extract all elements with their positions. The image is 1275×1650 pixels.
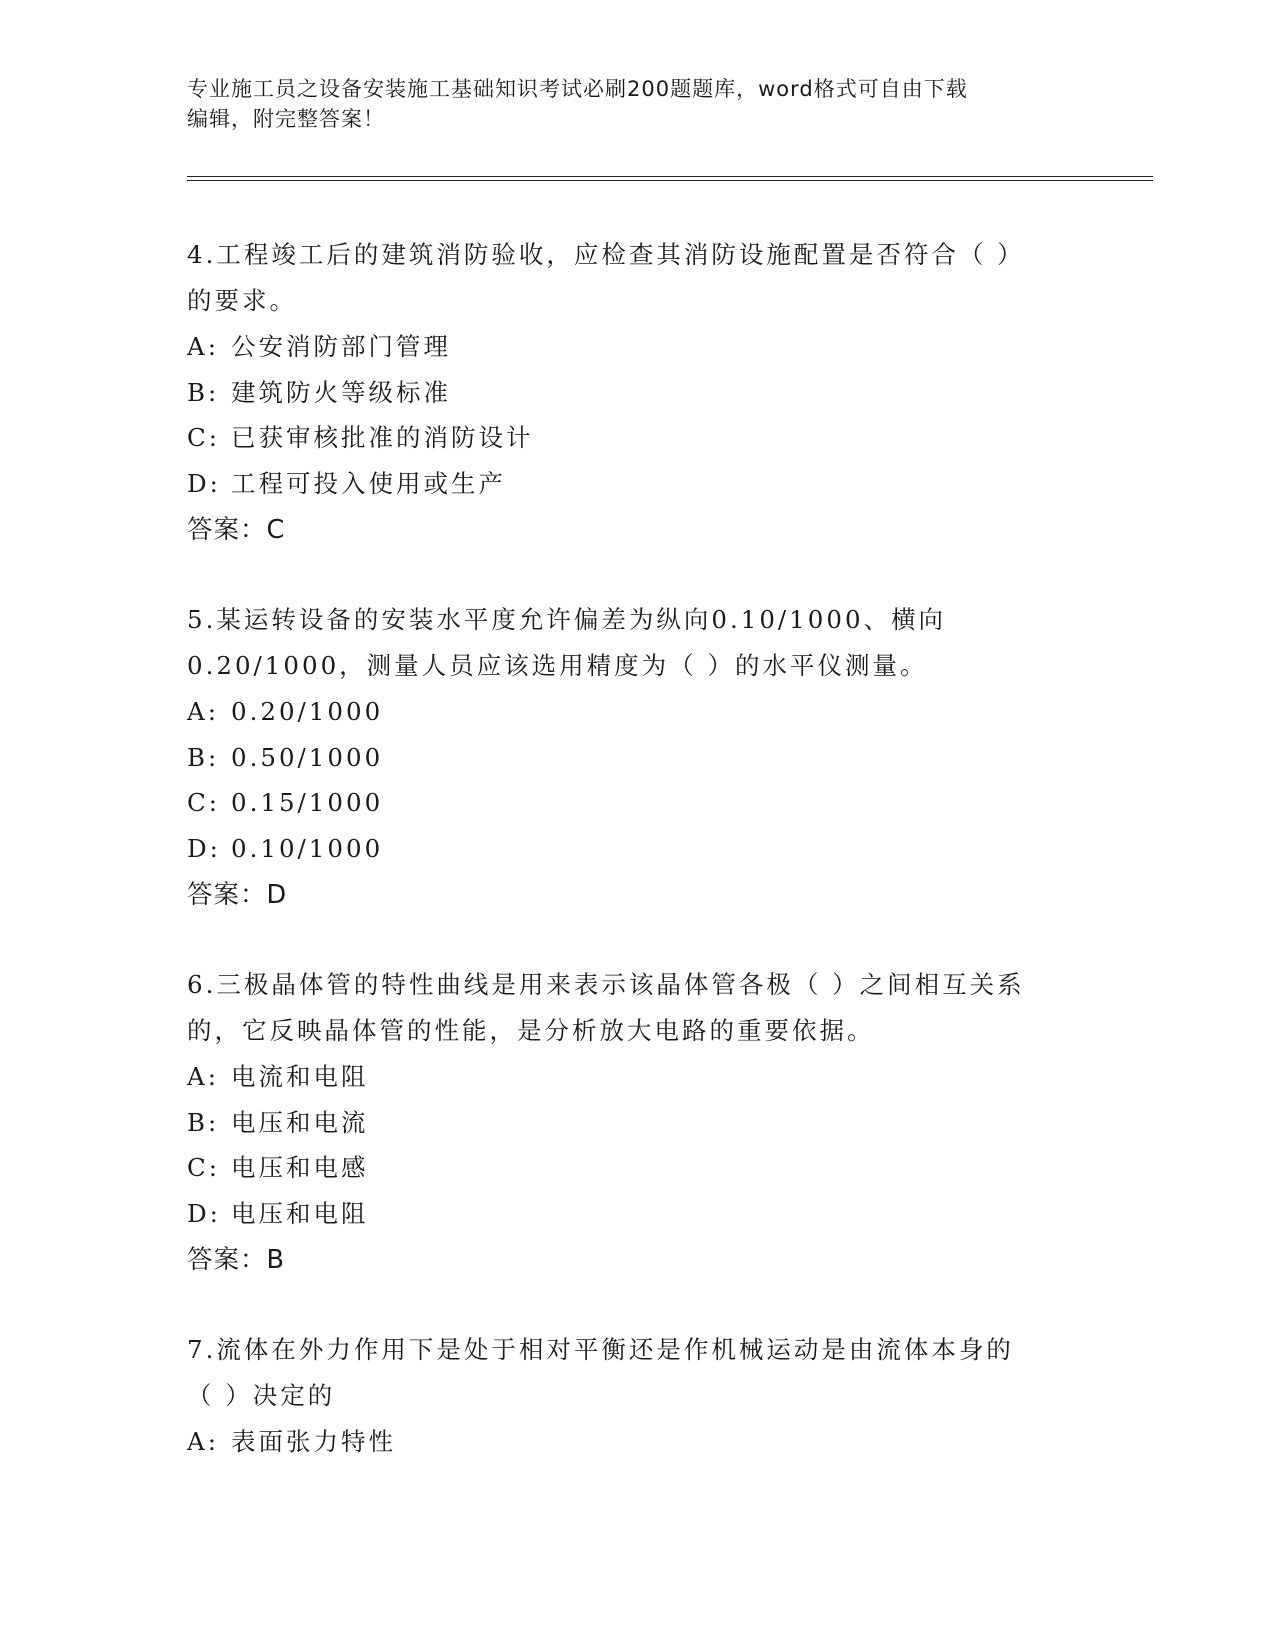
option-key: D: <box>187 833 221 863</box>
question-6-option-b <box>187 1100 1087 1146</box>
question-7-text-line-1: 7.流体在外力作用下是处于相对平衡还是作机械运动是由流体本身的 <box>187 1335 1014 1364</box>
question-6-text-line-2: 的，它反映晶体管的性能，是分析放大电路的重要依据。 <box>187 1016 875 1045</box>
header-divider <box>187 176 1153 181</box>
question-5 <box>187 597 1087 919</box>
question-7 <box>187 1327 1087 1465</box>
question-4-option-a <box>187 324 1087 370</box>
header-title-line-2: 编辑，附完整答案！ <box>187 107 385 131</box>
option-text: 工程可投入使用或生产 <box>231 468 506 498</box>
question-6-option-c <box>187 1145 1087 1191</box>
question-4-answer: 答案：C <box>187 515 286 545</box>
option-text: 表面张力特性 <box>231 1427 396 1456</box>
option-key: A: <box>187 1427 219 1456</box>
option-text: 已获审核批准的消防设计 <box>231 423 534 452</box>
option-text: 建筑防火等级标准 <box>231 377 451 407</box>
question-6-text-line-1: 6.三极晶体管的特性曲线是用来表示该晶体管各极（ ）之间相互关系 <box>187 970 1025 999</box>
question-7-text-line-2: （ ）决定的 <box>187 1381 336 1410</box>
question-5-text-line-1: 5.某运转设备的安装水平度允许偏差为纵向0.10/1000、横向 <box>187 605 947 634</box>
document-header <box>187 74 1067 134</box>
question-6 <box>187 962 1087 1284</box>
option-key: C: <box>187 423 221 452</box>
option-key: C: <box>187 1153 221 1182</box>
option-key: C: <box>187 788 221 817</box>
option-text: 电压和电阻 <box>231 1198 369 1228</box>
option-key: A: <box>187 1062 219 1091</box>
question-4-option-d <box>187 461 1087 507</box>
question-5-answer: 答案：D <box>187 880 288 910</box>
option-key: D: <box>187 1198 221 1228</box>
option-key: B: <box>187 377 220 407</box>
option-text: 0.15/1000 <box>231 788 384 817</box>
question-5-option-c <box>187 780 1087 826</box>
question-5-option-b <box>187 735 1087 781</box>
question-4-option-c <box>187 415 1087 461</box>
option-text: 电压和电感 <box>231 1153 369 1182</box>
option-text: 0.20/1000 <box>231 697 384 726</box>
question-4-option-b <box>187 370 1087 416</box>
question-5-option-a <box>187 689 1087 735</box>
option-key: B: <box>187 1107 220 1137</box>
option-text: 0.50/1000 <box>231 742 384 772</box>
question-6-answer: 答案：B <box>187 1245 285 1275</box>
question-5-option-d <box>187 826 1087 872</box>
question-6-option-a <box>187 1054 1087 1100</box>
option-key: A: <box>187 332 219 361</box>
option-text: 公安消防部门管理 <box>231 332 451 361</box>
option-key: A: <box>187 697 219 726</box>
question-4-text-line-2: 的要求。 <box>187 286 297 315</box>
option-text: 电压和电流 <box>231 1107 369 1137</box>
question-5-text-line-2: 0.20/1000，测量人员应该选用精度为（ ）的水平仪测量。 <box>187 651 928 680</box>
option-key: B: <box>187 742 220 772</box>
option-text: 电流和电阻 <box>231 1062 369 1091</box>
question-list <box>187 232 1087 1508</box>
header-title-line-1: 专业施工员之设备安装施工基础知识考试必刷200题题库，word格式可自由下载 <box>187 77 968 101</box>
question-4-text-line-1: 4.工程竣工后的建筑消防验收，应检查其消防设施配置是否符合（ ） <box>187 240 1025 269</box>
question-7-option-a <box>187 1419 1087 1465</box>
option-key: D: <box>187 468 221 498</box>
option-text: 0.10/1000 <box>231 833 384 863</box>
question-6-option-d <box>187 1191 1087 1237</box>
question-4 <box>187 232 1087 554</box>
